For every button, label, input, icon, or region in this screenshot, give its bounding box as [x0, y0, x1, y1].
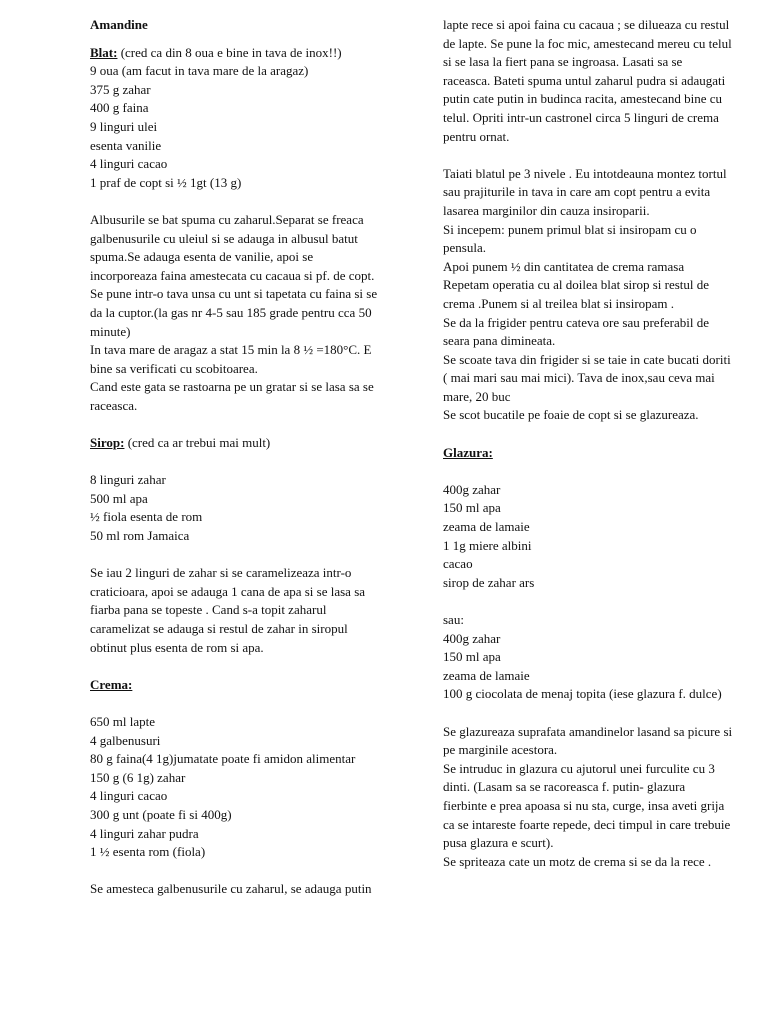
- text-line: cacao: [443, 556, 473, 572]
- text-line: In tava mare de aragaz a stat 15 min la 8 ½ =180°C. E: [90, 342, 372, 358]
- text-line: obtinut plus esenta de rom si apa.: [90, 639, 264, 655]
- glazura-steps: [443, 723, 753, 872]
- text-line: Cand este gata se rastoarna pe un gratar si se lasa sa se: [90, 379, 374, 395]
- text-line: si se lasa la fiert pana se ingroasa. Lasati sa se: [443, 54, 683, 70]
- text-line: zeama de lamaie: [443, 519, 530, 535]
- text-line: Albusurile se bat spuma cu zaharul.Separat se freaca: [90, 211, 364, 227]
- crema-steps-continued: [443, 16, 753, 146]
- text-line: ½ fiola esenta de rom: [90, 509, 203, 525]
- text-line: zeama de lamaie: [443, 667, 530, 683]
- text-line: esenta vanilie: [90, 137, 162, 153]
- right-column: [443, 0, 753, 871]
- text-line: sau prajiturile in tava in care am copt pentru a evita: [443, 184, 711, 200]
- sirop-heading-line: [90, 434, 400, 453]
- left-column: [90, 0, 400, 899]
- blat-heading-line: [90, 44, 400, 63]
- blat-ingredients: [90, 62, 400, 192]
- text-line: 100 g ciocolata de menaj topita (iese glazura f. dulce): [443, 686, 722, 702]
- text-line: minute): [90, 323, 131, 339]
- glazura-option-2: [443, 611, 753, 704]
- text-line: incorporeaza faina amestecata cu cacaua si pf. de copt.: [90, 267, 375, 283]
- text-line: Repetam operatia cu al doilea blat sirop si restul de: [443, 277, 710, 293]
- text-line: Apoi punem ½ din cantitatea de crema ramasa: [443, 258, 685, 274]
- text-line: Taiati blatul pe 3 nivele . Eu intotdeauna montez tortul: [443, 165, 727, 181]
- text-line: fierbinte e prea apoasa si nu sta, curge, insa aveti grija: [443, 797, 725, 813]
- crema-ingredients: [90, 713, 400, 862]
- text-line: 8 linguri zahar: [90, 472, 166, 488]
- recipe-title: Amandine: [90, 17, 148, 32]
- text-line: spuma.Se adauga esenta de vanilie, apoi se: [90, 249, 314, 265]
- text-line: pusa glazura e scurt).: [443, 835, 554, 851]
- text-line: pe marginile acestora.: [443, 742, 558, 758]
- text-line: 400g zahar: [443, 630, 501, 646]
- text-line: 650 ml lapte: [90, 713, 155, 729]
- text-line: putin cate putin in budinca racita, amestecand bine cu: [443, 91, 723, 107]
- sirop-steps: [90, 564, 400, 657]
- crema-steps-start: [90, 880, 400, 899]
- text-line: 1 ½ esenta rom (fiola): [90, 844, 206, 860]
- crema-heading: Crema:: [90, 676, 133, 692]
- text-line: crema .Punem si al treilea blat si insiropam .: [443, 295, 675, 311]
- text-line: 9 linguri ulei: [90, 118, 158, 134]
- text-line: 150 g (6 1g) zahar: [90, 769, 186, 785]
- text-line: 9 oua (am facut in tava mare de la aragaz): [90, 63, 309, 79]
- text-line: Se spriteaza cate un motz de crema si se da la rece .: [443, 853, 712, 869]
- assembly-steps: [443, 165, 753, 425]
- text-line: dinti. (Lasam sa se racoreasca f. putin- glazura: [443, 779, 686, 795]
- sirop-note: (cred ca ar trebui mai mult): [124, 435, 271, 451]
- text-line: pensula.: [443, 240, 486, 256]
- text-line: telul. Opriti intr-un castronel circa 5 linguri de crema: [443, 109, 719, 125]
- blat-note: (cred ca din 8 oua e bine in tava de inox!!): [117, 44, 342, 60]
- text-line: Si incepem: punem primul blat si insiropam cu o: [443, 221, 697, 237]
- text-line: fiarba pana se topeste . Cand s-a topit zaharul: [90, 602, 327, 618]
- text-line: Se glazureaza suprafata amandinelor lasand sa picure si: [443, 723, 733, 739]
- text-line: galbenusurile cu uleiul si se adauga in albusul batut: [90, 230, 358, 246]
- text-line: caramelizat se adauga si restul de zahar in siropul: [90, 621, 348, 636]
- text-line: seara pana dimineata.: [443, 333, 556, 349]
- text-line: sirop de zahar ars: [443, 574, 535, 590]
- text-line: raceasca. Bateti spuma untul zaharul pudra si adaugati: [443, 72, 726, 88]
- text-line: 4 linguri cacao: [90, 156, 168, 172]
- text-line: ca se intareste foarte repede, deci timpul in care trebuie: [443, 816, 731, 832]
- text-line: craticioara, apoi se adauga 1 cana de apa si se lasa sa: [90, 583, 366, 599]
- text-line: 150 ml apa: [443, 500, 501, 516]
- text-line: Se da la frigider pentru cateva ore sau preferabil de: [443, 314, 710, 330]
- sirop-heading: Sirop:: [90, 435, 125, 451]
- text-line: 4 linguri cacao: [90, 788, 168, 804]
- sirop-ingredients: [90, 471, 400, 545]
- text-line: Se pune intr-o tava unsa cu unt si tapetata cu faina si se: [90, 286, 378, 302]
- glazura-option-1: [443, 481, 753, 593]
- text-line: 80 g faina(4 1g)jumatate poate fi amidon alimentar: [90, 751, 356, 767]
- blat-heading: Blat:: [90, 44, 118, 60]
- text-line: Se iau 2 linguri de zahar si se caramelizeaza intr-o: [90, 565, 352, 581]
- text-line: Se amesteca galbenusurile cu zaharul, se adauga putin: [90, 881, 372, 897]
- text-line: lapte rece si apoi faina cu cacaua ; se dilueaza cu restul: [443, 17, 730, 32]
- text-line: Se intruduc in glazura cu ajutorul unei furculite cu 3: [443, 760, 715, 776]
- text-line: 1 1g miere albini: [443, 537, 532, 553]
- text-line: ( mai mari sau mai mici). Tava de inox,sau ceva mai: [443, 370, 715, 386]
- text-line: raceasca.: [90, 397, 138, 413]
- text-line: 500 ml apa: [90, 490, 148, 506]
- blat-steps: [90, 211, 400, 416]
- text-line: Se scoate tava din frigider si se taie in cate bucati doriti: [443, 351, 731, 367]
- text-line: 400g zahar: [443, 481, 501, 497]
- text-line: mare, 20 buc: [443, 388, 511, 404]
- text-line: da la cuptor.(la gas nr 4-5 sau 185 grade pentru cca 50: [90, 304, 372, 320]
- text-line: sau:: [443, 612, 464, 627]
- text-line: 300 g unt (poate fi si 400g): [90, 806, 232, 822]
- text-line: 150 ml apa: [443, 649, 501, 665]
- glazura-heading: Glazura:: [443, 444, 493, 460]
- text-line: 375 g zahar: [90, 81, 151, 97]
- text-line: 4 galbenusuri: [90, 732, 161, 748]
- text-line: bine sa verificati cu scobitoarea.: [90, 360, 258, 376]
- text-line: 50 ml rom Jamaica: [90, 528, 190, 544]
- text-line: pentru ornat.: [443, 128, 510, 144]
- text-line: lasarea marginilor din cauza insiroparii.: [443, 202, 650, 218]
- text-line: Se scot bucatile pe foaie de copt si se glazureaza.: [443, 407, 699, 423]
- text-line: 400 g faina: [90, 100, 149, 116]
- text-line: de lapte. Se pune la foc mic, amestecand mereu cu telul: [443, 35, 732, 51]
- text-line: 1 praf de copt si ½ 1gt (13 g): [90, 174, 242, 190]
- text-line: 4 linguri zahar pudra: [90, 825, 199, 841]
